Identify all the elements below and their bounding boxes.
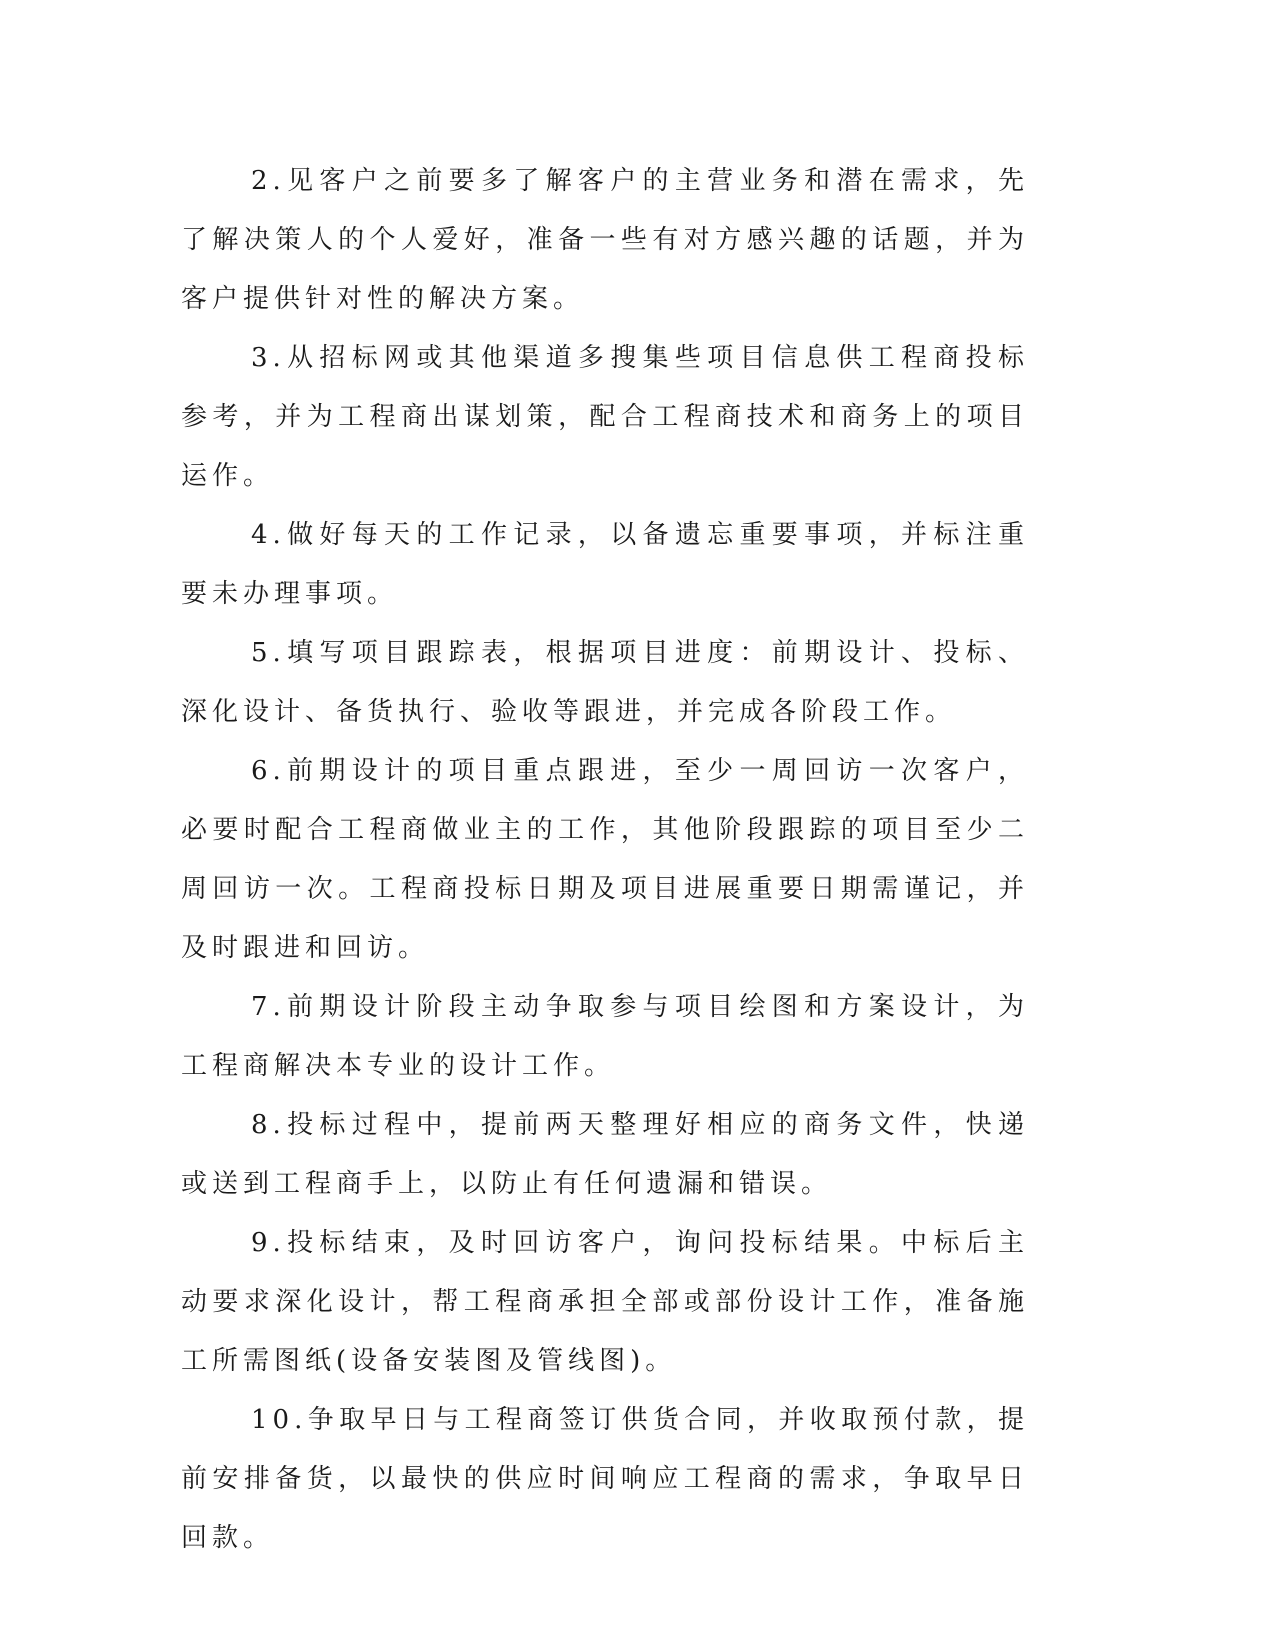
paragraph-item-10: 10.争取早日与工程商签订供货合同，并收取预付款，提前安排备货，以最快的供应时间响应工程商的需求，争取早日回款。 — [181, 1405, 1029, 1553]
paragraph-item-6: 6.前期设计的项目重点跟进，至少一周回访一次客户，必要时配合工程商做业主的工作，其他阶段跟踪的项目至少二周回访一次。工程商投标日期及项目进展重要日期需谨记，并及时跟进和回访。 — [181, 756, 1029, 963]
paragraph-item-3: 3.从招标网或其他渠道多搜集些项目信息供工程商投标参考，并为工程商出谋划策，配合工程商技术和商务上的项目运作。 — [181, 343, 1029, 491]
paragraph-item-2: 2.见客户之前要多了解客户的主营业务和潜在需求，先了解决策人的个人爱好，准备一些有对方感兴趣的话题，并为客户提供针对性的解决方案。 — [181, 166, 1029, 314]
paragraph-item-8: 8.投标过程中，提前两天整理好相应的商务文件，快递或送到工程商手上，以防止有任何遗漏和错误。 — [181, 1110, 1029, 1199]
document-body — [181, 152, 1029, 1568]
paragraph-item-5: 5.填写项目跟踪表，根据项目进度：前期设计、投标、深化设计、备货执行、验收等跟进，并完成各阶段工作。 — [181, 638, 1029, 727]
paragraph-item-4: 4.做好每天的工作记录，以备遗忘重要事项，并标注重要未办理事项。 — [181, 520, 1029, 609]
paragraph-item-7: 7.前期设计阶段主动争取参与项目绘图和方案设计，为工程商解决本专业的设计工作。 — [181, 992, 1029, 1081]
paragraph-item-9: 9.投标结束，及时回访客户，询问投标结果。中标后主动要求深化设计，帮工程商承担全部或部份设计工作，准备施工所需图纸(设备安装图及管线图)。 — [181, 1228, 1029, 1376]
